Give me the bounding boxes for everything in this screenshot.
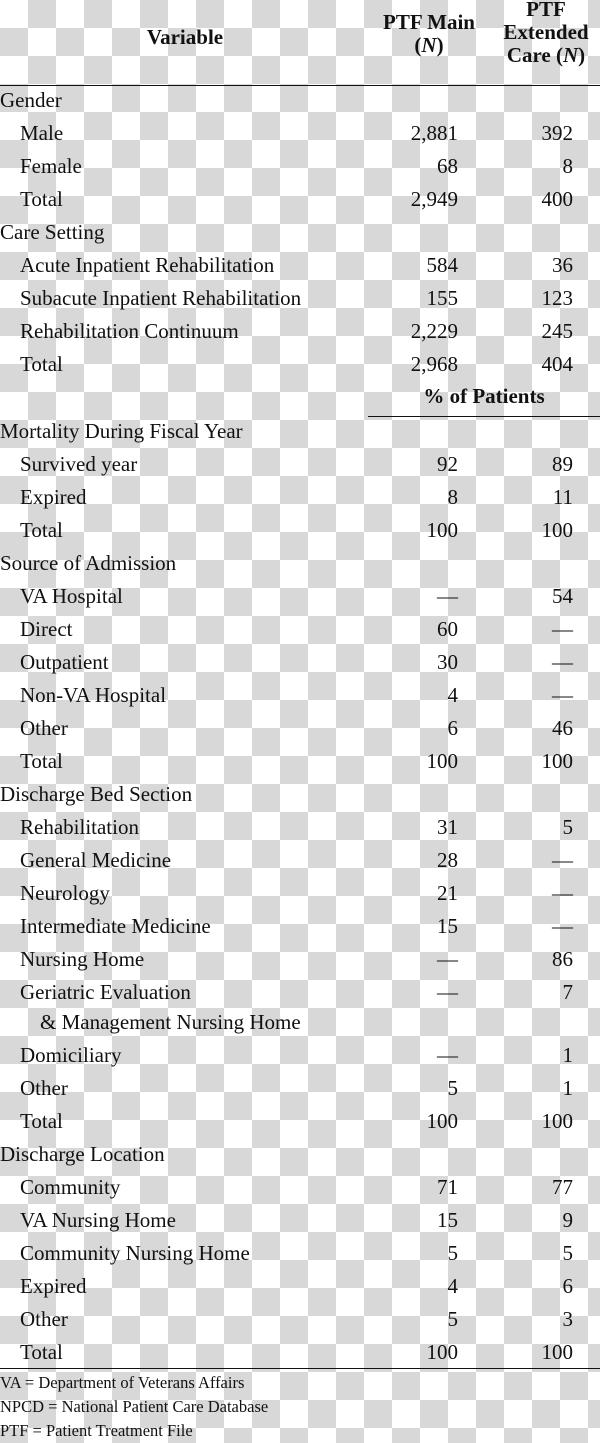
table-row bbox=[0, 1273, 600, 1306]
ptf-main-value: 21 bbox=[437, 881, 458, 905]
table-row bbox=[0, 682, 600, 715]
ptf-extended-value: 5 bbox=[562, 1241, 573, 1265]
table-row bbox=[0, 153, 600, 186]
ptf-main-value: 5 bbox=[447, 1076, 458, 1100]
column-header-ptf-ext-line1: PTF bbox=[526, 0, 566, 21]
ptf-main-value: 8 bbox=[447, 485, 458, 509]
n-symbol: N bbox=[563, 43, 579, 67]
table-row bbox=[0, 1009, 600, 1042]
ptf-extended-value: 36 bbox=[552, 253, 573, 277]
row-label: Neurology bbox=[20, 881, 110, 905]
ptf-extended-value: 392 bbox=[541, 121, 573, 145]
row-label: Domiciliary bbox=[20, 1043, 122, 1067]
ptf-main-value: 5 bbox=[447, 1241, 458, 1265]
row-label: Acute Inpatient Rehabilitation bbox=[20, 253, 275, 277]
section-row bbox=[0, 418, 600, 451]
ptf-extended-value: 77 bbox=[552, 1175, 573, 1199]
section-row bbox=[0, 1141, 600, 1174]
table-row bbox=[0, 946, 600, 979]
row-label: Rehabilitation bbox=[20, 815, 139, 839]
ptf-extended-value: 46 bbox=[552, 716, 573, 740]
ptf-main-value: 2,229 bbox=[410, 319, 458, 343]
table-row bbox=[0, 318, 600, 351]
ptf-extended-value: — bbox=[552, 914, 573, 938]
row-label: Total bbox=[20, 749, 63, 773]
row-label: Expired bbox=[20, 485, 87, 509]
ptf-main-value: 155 bbox=[426, 286, 458, 310]
table-row bbox=[0, 979, 600, 1012]
ptf-extended-value: 7 bbox=[562, 980, 573, 1004]
row-label: Total bbox=[20, 187, 63, 211]
row-label: Community Nursing Home bbox=[20, 1241, 250, 1265]
row-label: VA Nursing Home bbox=[20, 1208, 176, 1232]
row-label: Other bbox=[20, 1076, 68, 1100]
table-row bbox=[0, 649, 600, 682]
table-row bbox=[0, 1075, 600, 1108]
table-row bbox=[0, 847, 600, 880]
section-label: Discharge Bed Section bbox=[0, 782, 193, 806]
row-label: Subacute Inpatient Rehabilitation bbox=[20, 286, 302, 310]
bottom-rule bbox=[0, 1368, 600, 1369]
row-label: Direct bbox=[20, 617, 73, 641]
column-header-ptf-main-n: (N) bbox=[414, 33, 444, 57]
section-row bbox=[0, 781, 600, 814]
row-label: Total bbox=[20, 518, 63, 542]
ptf-main-value: — bbox=[437, 947, 458, 971]
table-row bbox=[0, 1240, 600, 1273]
section-row bbox=[0, 219, 600, 252]
ptf-main-value: 584 bbox=[426, 253, 458, 277]
ptf-main-value: 100 bbox=[426, 749, 458, 773]
table-row bbox=[0, 880, 600, 913]
ptf-main-value: 2,968 bbox=[410, 352, 458, 376]
ptf-main-value: 2,949 bbox=[410, 187, 458, 211]
section-label: Source of Admission bbox=[0, 551, 177, 575]
table-row bbox=[0, 252, 600, 285]
table-row bbox=[0, 715, 600, 748]
row-label: Total bbox=[20, 1340, 63, 1364]
row-label: Male bbox=[20, 121, 64, 145]
ptf-extended-value: — bbox=[552, 617, 573, 641]
row-label: Total bbox=[20, 1109, 63, 1133]
ptf-main-value: 92 bbox=[437, 452, 458, 476]
table-row bbox=[0, 583, 600, 616]
ptf-main-value: 15 bbox=[437, 914, 458, 938]
table-row bbox=[0, 814, 600, 847]
ptf-extended-value: 245 bbox=[541, 319, 573, 343]
table-row bbox=[0, 748, 600, 781]
ptf-extended-value: 1 bbox=[562, 1043, 573, 1067]
ptf-extended-value: 54 bbox=[552, 584, 573, 608]
ptf-main-value: 60 bbox=[437, 617, 458, 641]
ptf-main-value: 28 bbox=[437, 848, 458, 872]
section-label: Mortality During Fiscal Year bbox=[0, 419, 243, 443]
row-label: VA Hospital bbox=[20, 584, 123, 608]
ptf-extended-value: 11 bbox=[552, 485, 573, 509]
ptf-main-value: 100 bbox=[426, 1340, 458, 1364]
column-header-ptf-main-title: PTF Main bbox=[383, 10, 475, 34]
care-word: Care bbox=[506, 43, 551, 67]
ptf-main-value: 15 bbox=[437, 1208, 458, 1232]
ptf-main-value: 68 bbox=[437, 154, 458, 178]
ptf-extended-value: 400 bbox=[541, 187, 573, 211]
footnote: PTF = Patient Treatment File bbox=[0, 1421, 193, 1440]
table-row bbox=[0, 913, 600, 946]
row-label: & Management Nursing Home bbox=[40, 1010, 301, 1034]
ptf-main-value: 4 bbox=[447, 683, 458, 707]
row-label: Total bbox=[20, 352, 63, 376]
footnote: NPCD = National Patient Care Database bbox=[0, 1397, 269, 1416]
ptf-extended-value: 100 bbox=[541, 1340, 573, 1364]
table-row bbox=[0, 1306, 600, 1339]
footnotes bbox=[0, 1371, 600, 1443]
ptf-main-value: 2,881 bbox=[410, 121, 458, 145]
row-label: Other bbox=[20, 716, 68, 740]
table-row bbox=[0, 186, 600, 219]
ptf-main-value: — bbox=[437, 1043, 458, 1067]
row-label: Rehabilitation Continuum bbox=[20, 319, 239, 343]
section-label: Care Setting bbox=[0, 220, 105, 244]
ptf-main-value: 71 bbox=[437, 1175, 458, 1199]
row-label: Expired bbox=[20, 1274, 87, 1298]
table-row bbox=[0, 1207, 600, 1240]
section-label: Discharge Location bbox=[0, 1142, 165, 1166]
percent-of-patients-header: % of Patients bbox=[423, 384, 545, 408]
ptf-extended-value: — bbox=[552, 881, 573, 905]
ptf-extended-value: 8 bbox=[562, 154, 573, 178]
row-label: Geriatric Evaluation bbox=[20, 980, 191, 1004]
ptf-extended-value: 404 bbox=[541, 352, 573, 376]
row-label: Other bbox=[20, 1307, 68, 1331]
row-label: General Medicine bbox=[20, 848, 172, 872]
ptf-extended-value: 123 bbox=[541, 286, 573, 310]
footnote: VA = Department of Veterans Affairs bbox=[0, 1373, 245, 1392]
column-header-ptf-ext-line3: Care (N) bbox=[506, 43, 586, 67]
ptf-extended-value: 9 bbox=[562, 1208, 573, 1232]
ptf-extended-value: 86 bbox=[552, 947, 573, 971]
table-row bbox=[0, 484, 600, 517]
row-label: Non-VA Hospital bbox=[20, 683, 167, 707]
table-row bbox=[0, 351, 600, 384]
n-symbol: N bbox=[421, 33, 437, 57]
table-row bbox=[0, 1108, 600, 1141]
ptf-extended-value: 100 bbox=[541, 749, 573, 773]
section-row bbox=[0, 87, 600, 120]
ptf-extended-value: 3 bbox=[562, 1307, 573, 1331]
section-row bbox=[0, 550, 600, 583]
row-label: Community bbox=[20, 1175, 121, 1199]
ptf-main-value: — bbox=[437, 584, 458, 608]
ptf-extended-value: 5 bbox=[562, 815, 573, 839]
ptf-main-value: 30 bbox=[437, 650, 458, 674]
ptf-main-value: 100 bbox=[426, 518, 458, 542]
row-label: Outpatient bbox=[20, 650, 109, 674]
row-label: Intermediate Medicine bbox=[20, 914, 211, 938]
ptf-main-value: 100 bbox=[426, 1109, 458, 1133]
ptf-main-value: — bbox=[437, 980, 458, 1004]
column-header-variable-text: Variable bbox=[146, 25, 224, 49]
table-row bbox=[0, 517, 600, 550]
ptf-extended-value: 6 bbox=[562, 1274, 573, 1298]
ptf-extended-value: — bbox=[552, 683, 573, 707]
ptf-extended-value: 1 bbox=[562, 1076, 573, 1100]
ptf-extended-value: 89 bbox=[552, 452, 573, 476]
ptf-main-value: 6 bbox=[447, 716, 458, 740]
table-row bbox=[0, 1042, 600, 1075]
column-header-ptf-ext-line2: Extended bbox=[503, 20, 589, 44]
table-row bbox=[0, 451, 600, 484]
table-row bbox=[0, 120, 600, 153]
ptf-main-value: 4 bbox=[447, 1274, 458, 1298]
row-label: Nursing Home bbox=[20, 947, 145, 971]
ptf-extended-value: — bbox=[552, 848, 573, 872]
table-row bbox=[0, 1174, 600, 1207]
ptf-extended-value: — bbox=[552, 650, 573, 674]
row-label: Survived year bbox=[20, 452, 138, 476]
row-label: Female bbox=[20, 154, 82, 178]
table-row bbox=[0, 616, 600, 649]
ptf-main-value: 31 bbox=[437, 815, 458, 839]
ptf-extended-value: 100 bbox=[541, 1109, 573, 1133]
section-label: Gender bbox=[0, 88, 62, 112]
table-row bbox=[0, 285, 600, 318]
ptf-main-value: 5 bbox=[447, 1307, 458, 1331]
ptf-extended-value: 100 bbox=[541, 518, 573, 542]
